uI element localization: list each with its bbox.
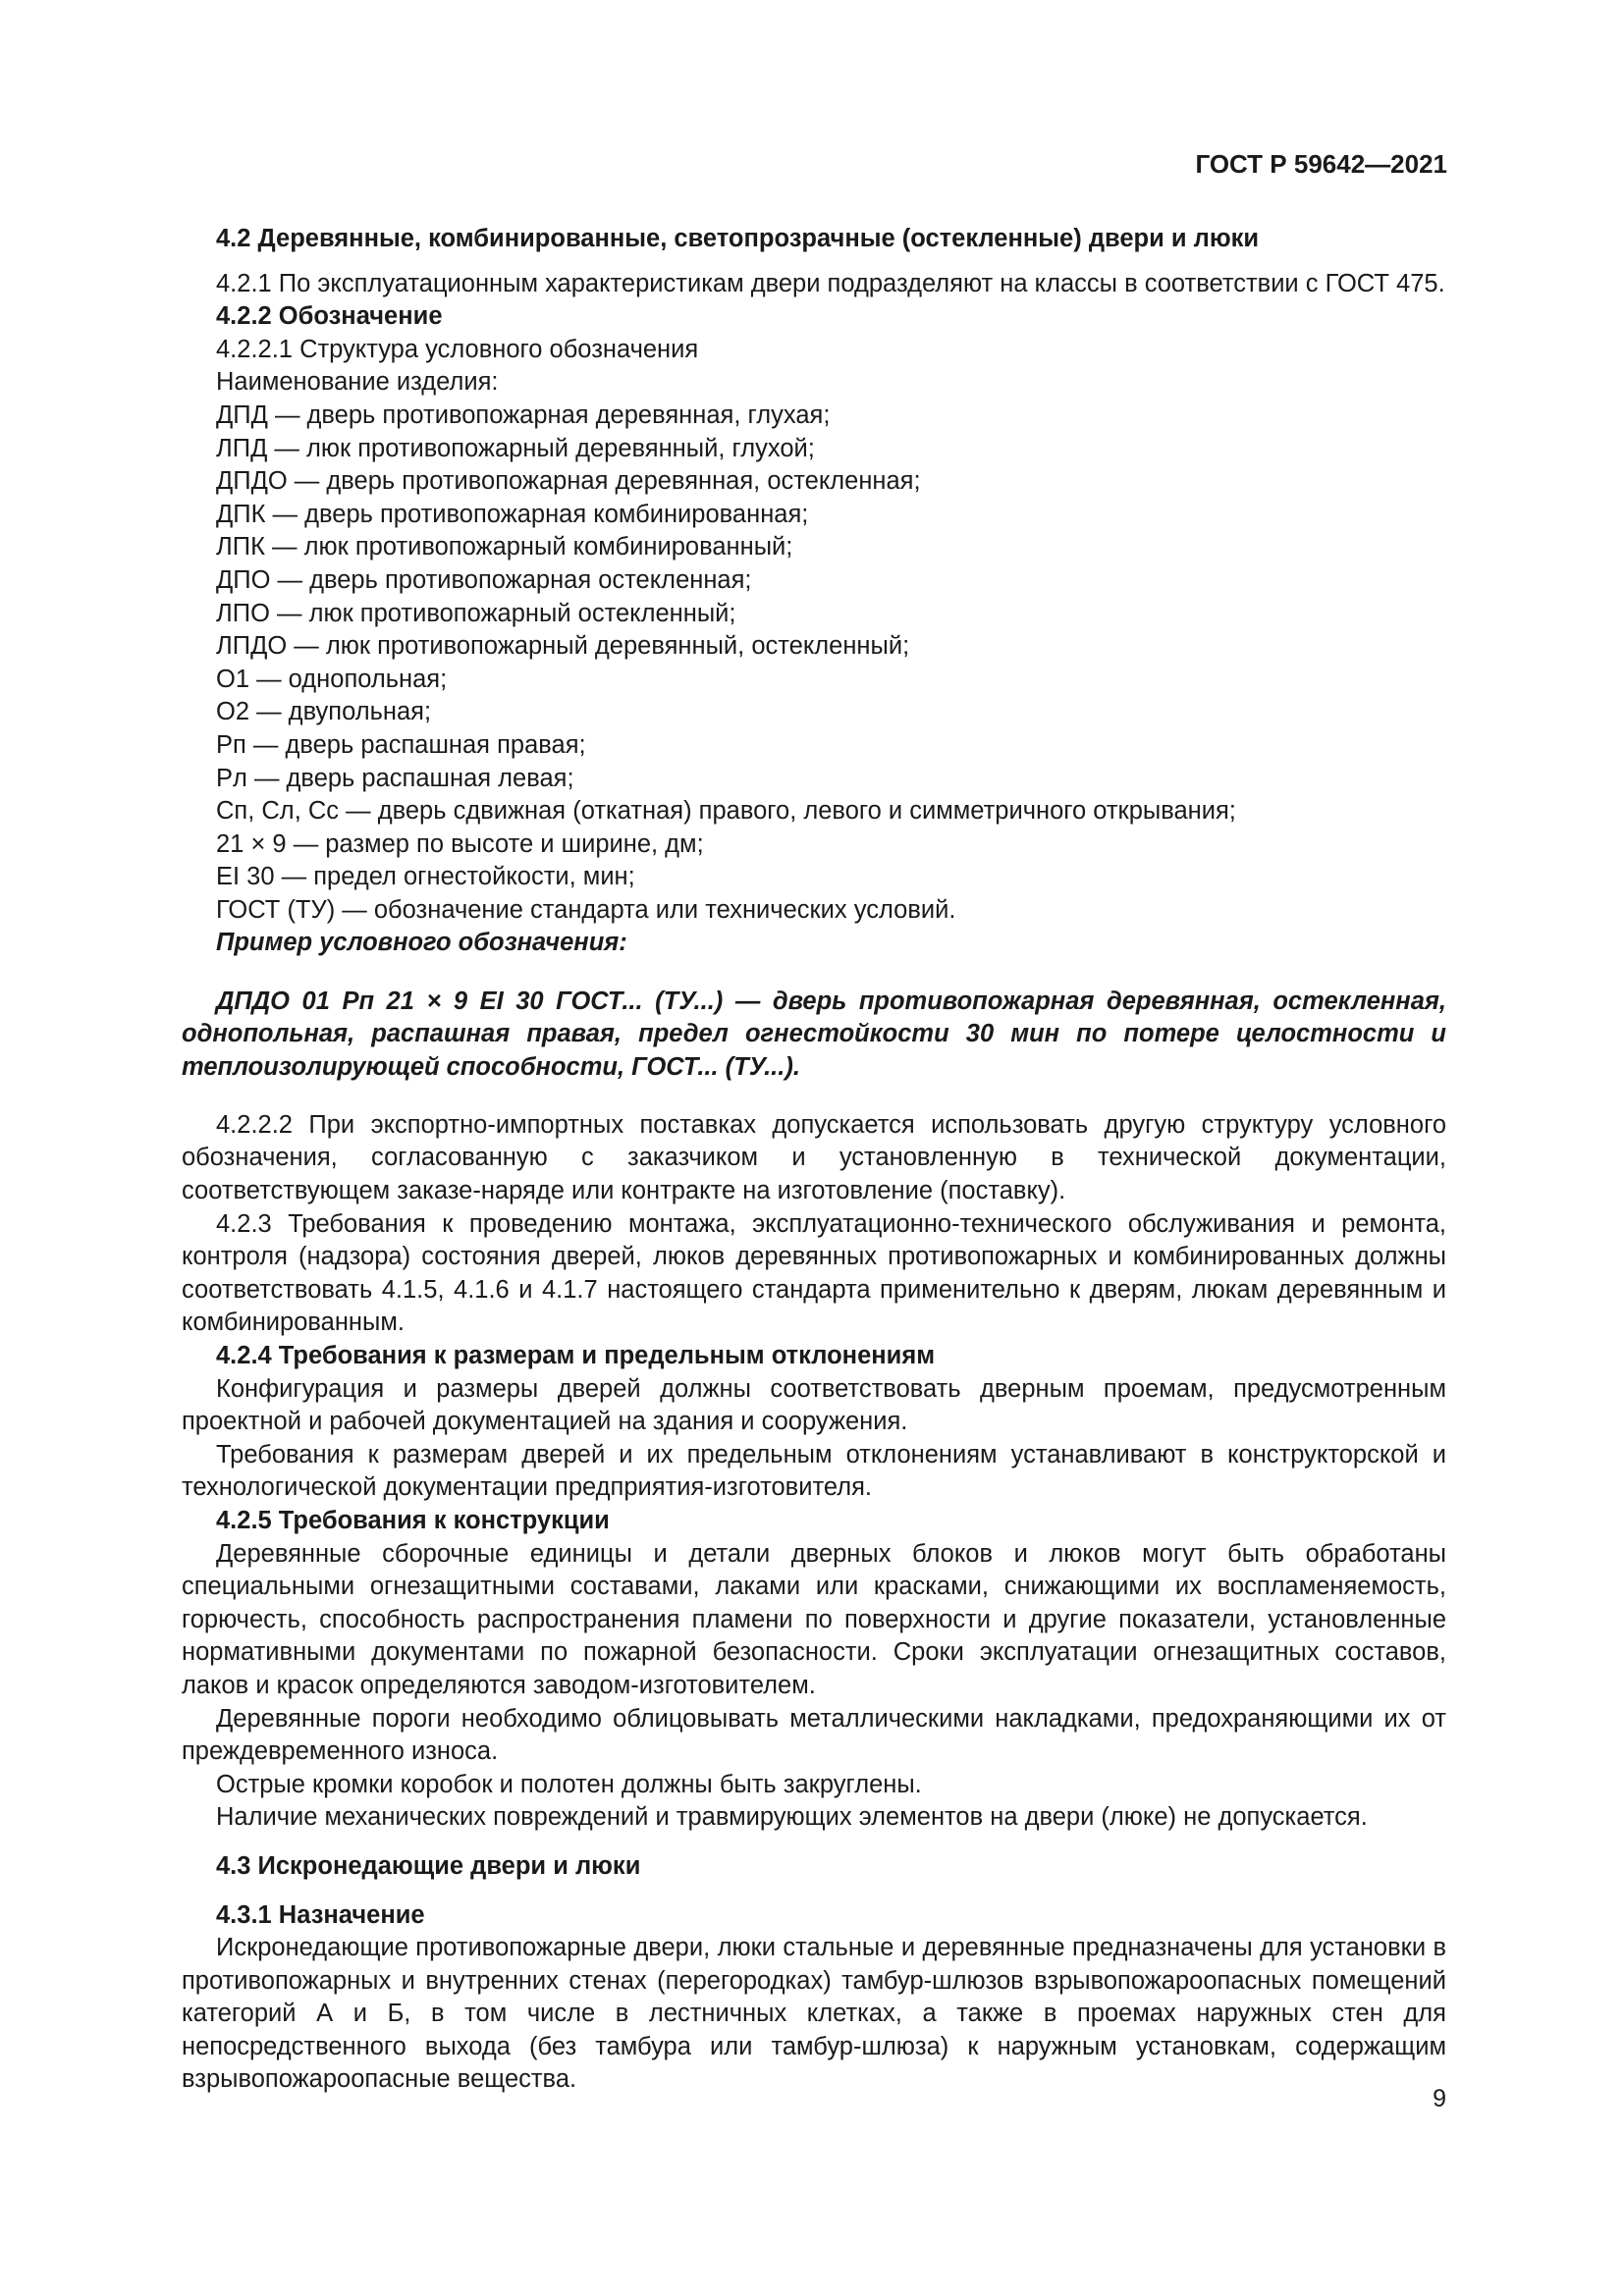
page-content: [182, 223, 1446, 2097]
example-title: Пример условного обозначения:: [216, 929, 627, 957]
list-item: ЛПО — люк противопожарный остекленный;: [216, 599, 736, 627]
section-4-3-title: 4.3 Искронедающие двери и люки: [216, 1851, 641, 1880]
list-item: ДПК — дверь противопожарная комбинированная;: [216, 500, 809, 528]
para-4-2-5-c: Острые кромки коробок и полотен должны быть закруглены.: [216, 1770, 922, 1798]
page-number: 9: [1433, 2085, 1446, 2112]
designation-list: [182, 400, 1446, 928]
list-item: О1 — однопольная;: [216, 665, 448, 693]
document-code: ГОСТ Р 59642—2021: [1195, 149, 1447, 179]
list-item: Сп, Сл, Сс — дверь сдвижная (откатная) правого, левого и симметричного открывания;: [216, 797, 1236, 826]
heading-4-2-4: 4.2.4 Требования к размерам и предельным отклонениям: [216, 1342, 936, 1369]
para-4-2-5-a: Деревянные сборочные единицы и детали дверных блоков и люков могут быть обработаны специальными огнезащитными составами, лаками или красками, снижающими их воспламеняемость, горючесть, способность распространения пламени по поверхности и другие показатели, установленные нормативными документами по пожарной безопасности. Сроки эксплуатации огнезащитных составов, лаков и красок определяются заводом-изготовителем.: [182, 1539, 1446, 1699]
para-4-2-4-a: Конфигурация и размеры дверей должны соответствовать дверным проемам, предусмотренным проектной и рабочей документацией на здания и сооружения.: [182, 1374, 1446, 1436]
list-item: ГОСТ (ТУ) — обозначение стандарта или технических условий.: [216, 895, 956, 924]
list-item: ЛПД — люк противопожарный деревянный, глухой;: [216, 434, 815, 462]
para-4-2-4-b: Требования к размерам дверей и их предельным отклонениям устанавливают в конструкторской и технологической документации предприятия-изготовителя.: [182, 1440, 1446, 1502]
para-4-2-2-2: 4.2.2.2 При экспортно-импортных поставках допускается использовать другую структуру условного обозначения, согласованную с заказчиком и установленную в технической документации, соответствующем заказе-наряде или контракте на изготовление (поставку).: [182, 1110, 1446, 1205]
example-text: ДПДО 01 Рп 21 × 9 EI 30 ГОСТ... (ТУ...) — дверь противопожарная деревянная, остекленная, однопольная, распашная правая, предел огнестойкости 30 мин по потере целостности и теплоизолирующей способности, ГОСТ... (ТУ...).: [182, 987, 1446, 1081]
para-4-2-5-b: Деревянные пороги необходимо облицовывать металлическими накладками, предохраняющими их от преждевременного износа.: [182, 1704, 1446, 1766]
list-item: ЛПДО — люк противопожарный деревянный, остекленный;: [216, 632, 910, 661]
list-item: О2 — двупольная;: [216, 698, 432, 726]
list-item: Рл — дверь распашная левая;: [216, 764, 574, 792]
section-4-2-title: 4.2 Деревянные, комбинированные, светопрозрачные (остекленные) двери и люки: [216, 225, 1260, 252]
list-item: ЛПК — люк противопожарный комбинированный;: [216, 533, 793, 561]
list-item: EI 30 — предел огнестойкости, мин;: [216, 863, 635, 891]
list-item: ДПДО — дверь противопожарная деревянная, остекленная;: [216, 467, 921, 496]
para-4-3-1: Искронедающие противопожарные двери, люки стальные и деревянные предназначены для установки в противопожарных и внутренних стенах (перегородках) тамбур-шлюзов взрывопожароопасных помещений категорий А и Б, в том числе в лестничных клетках, а также в проемах наружных стен для непосредственного выхода (без тамбура или тамбур-шлюза) к наружным установкам, содержащим взрывопожароопасные вещества.: [182, 1934, 1446, 2094]
list-item: ДПО — дверь противопожарная остекленная;: [216, 565, 752, 594]
list-item: Рп — дверь распашная правая;: [216, 730, 586, 759]
para-4-2-1: 4.2.1 По эксплуатационным характеристикам двери подразделяют на классы в соответствии с ГОСТ 475.: [216, 269, 1445, 297]
list-item: ДПД — дверь противопожарная деревянная, глухая;: [216, 400, 831, 429]
para-4-2-2-1: 4.2.2.1 Структура условного обозначения: [216, 335, 699, 363]
heading-4-3-1: 4.3.1 Назначение: [216, 1900, 425, 1929]
heading-4-2-2: 4.2.2 Обозначение: [216, 302, 443, 331]
para-4-2-5-d: Наличие механических повреждений и травмирующих элементов на двери (люке) не допускается.: [216, 1803, 1368, 1832]
heading-4-2-5: 4.2.5 Требования к конструкции: [216, 1506, 610, 1534]
list-item: 21 × 9 — размер по высоте и ширине, дм;: [216, 829, 704, 858]
names-label: Наименование изделия:: [216, 368, 499, 397]
para-4-2-3: 4.2.3 Требования к проведению монтажа, эксплуатационно-технического обслуживания и ремонта, контроля (надзора) состояния дверей, люков деревянных противопожарных и комбинированных должны соответствовать 4.1.5, 4.1.6 и 4.1.7 настоящего стандарта применительно к дверям, люкам деревянным и комбинированным.: [182, 1209, 1446, 1337]
